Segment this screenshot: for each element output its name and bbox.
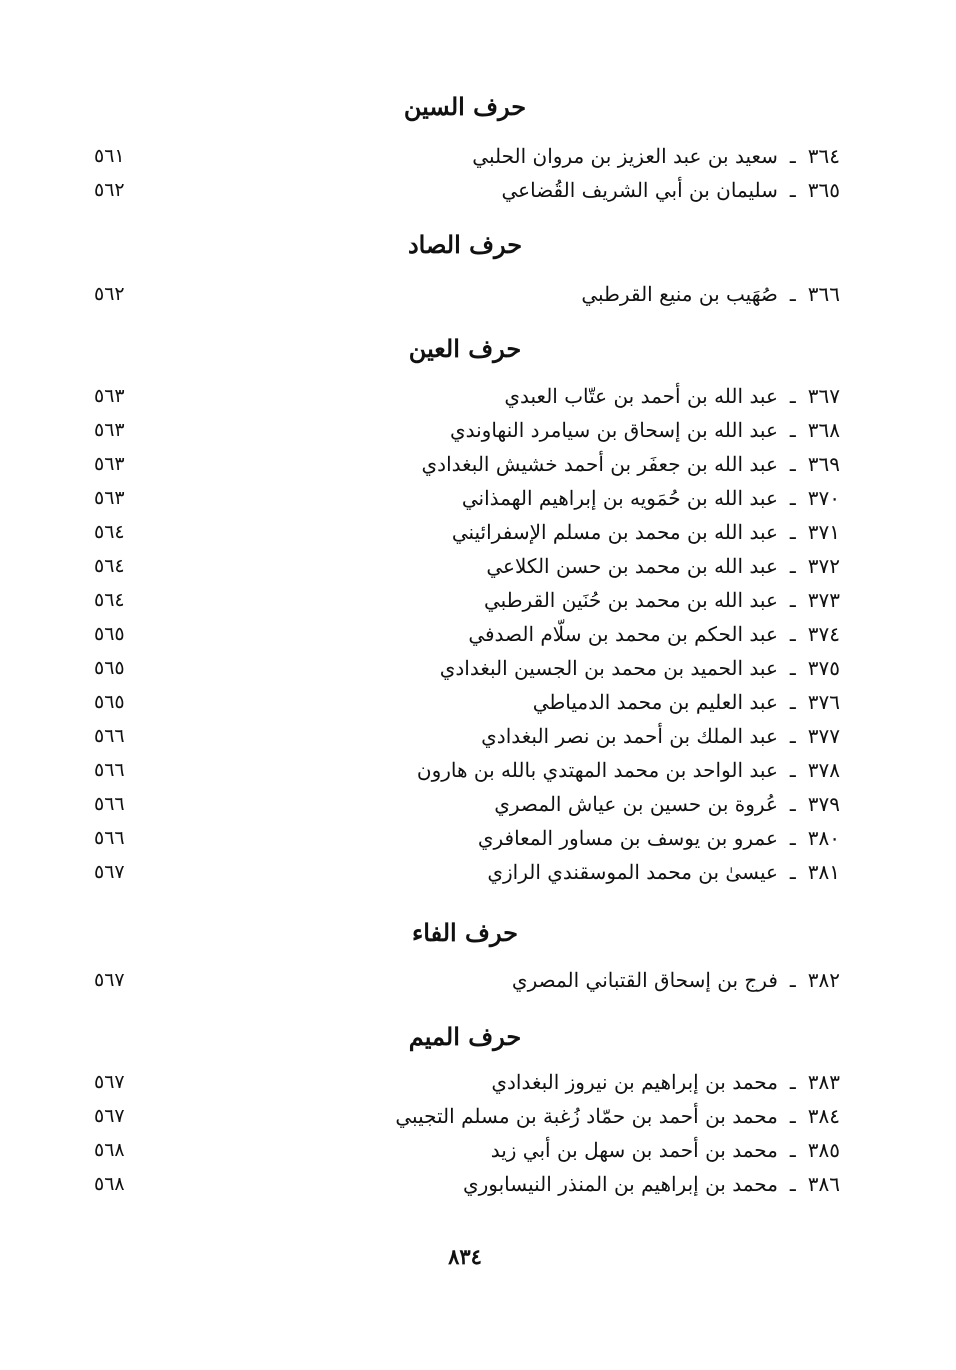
entry-name: عبد الملك بن أحمد بن نصر البغدادي xyxy=(481,724,778,748)
entry-page-number: ٥٦٦ xyxy=(94,793,125,815)
entry-separator: ـ xyxy=(789,690,796,714)
entry-separator: ـ xyxy=(789,588,796,612)
entry-page-number: ٥٦٤ xyxy=(94,555,125,577)
section-heading: حرف الميم xyxy=(408,1022,522,1051)
entry-number: ٣٦٥ xyxy=(807,178,840,202)
entry-number: ٣٧١ xyxy=(807,520,840,544)
entry-name: عمرو بن يوسف بن مساور المعافري xyxy=(477,826,778,850)
entry-number: ٣٦٤ xyxy=(807,144,840,168)
entry-separator: ـ xyxy=(789,1104,796,1128)
entry-name: عبد الله بن إسحاق بن سيامرد النهاوندي xyxy=(449,418,778,442)
entry-page-number: ٥٦٨ xyxy=(94,1139,125,1161)
entry-name: محمد بن إبراهيم بن المنذر النيسابوري xyxy=(462,1172,778,1196)
entry-separator: ـ xyxy=(789,1138,796,1162)
entry-number: ٣٧٧ xyxy=(807,724,840,748)
index-entry xyxy=(80,1066,840,1098)
entry-page-number: ٥٦٦ xyxy=(94,725,125,747)
index-entry xyxy=(80,754,840,786)
index-entry xyxy=(80,278,840,310)
entry-page-number: ٥٦٣ xyxy=(94,453,125,475)
entry-separator: ـ xyxy=(789,452,796,476)
index-entry xyxy=(80,822,840,854)
index-entry xyxy=(80,720,840,752)
entry-number: ٣٦٦ xyxy=(807,282,840,306)
entry-separator: ـ xyxy=(789,968,796,992)
index-entry xyxy=(80,618,840,650)
entry-separator: ـ xyxy=(789,178,796,202)
entry-name: عبد الله بن أحمد بن عتّاب العبدي xyxy=(504,384,778,408)
entry-name: محمد بن أحمد بن حمّاد زُغبة بن مسلم التجيبي xyxy=(395,1104,778,1128)
index-entry xyxy=(80,140,840,172)
entry-page-number: ٥٦٢ xyxy=(94,179,125,201)
entry-name: محمد بن أحمد بن سهل بن أبي زيد xyxy=(490,1138,778,1162)
entry-number: ٣٧٠ xyxy=(807,486,840,510)
entry-separator: ـ xyxy=(789,418,796,442)
entry-number: ٣٨٦ xyxy=(807,1172,840,1196)
entry-page-number: ٥٦٧ xyxy=(94,861,125,883)
index-entry xyxy=(80,686,840,718)
entry-page-number: ٥٦٣ xyxy=(94,487,125,509)
entry-number: ٣٧٦ xyxy=(807,690,840,714)
entry-name: صُهَيب بن منيع القرطبي xyxy=(581,282,778,306)
entry-page-number: ٥٦٥ xyxy=(94,623,125,645)
index-entry xyxy=(80,550,840,582)
index-entry xyxy=(80,1100,840,1132)
entry-separator: ـ xyxy=(789,724,796,748)
entry-page-number: ٥٦٧ xyxy=(94,969,125,991)
entry-number: ٣٧٤ xyxy=(807,622,840,646)
index-entry xyxy=(80,964,840,996)
entry-name: عبد الله بن محمد بن حسن الكلاعي xyxy=(486,554,778,578)
entry-page-number: ٥٦١ xyxy=(94,145,125,167)
entry-number: ٣٦٨ xyxy=(807,418,840,442)
entry-number: ٣٦٩ xyxy=(807,452,840,476)
entry-name: عبد الحكم بن محمد بن سلّام الصدفي xyxy=(468,622,778,646)
entry-name: فرج بن إسحاق القتباني المصري xyxy=(511,968,778,992)
entry-name: عبد الله بن حُمَويه بن إبراهيم الهمذاني xyxy=(461,486,778,510)
entry-page-number: ٥٦٦ xyxy=(94,827,125,849)
entry-separator: ـ xyxy=(789,144,796,168)
entry-name: سعيد بن عبد العزيز بن مروان الحلبي xyxy=(472,144,778,168)
entry-separator: ـ xyxy=(789,1070,796,1094)
entry-separator: ـ xyxy=(789,520,796,544)
index-entry xyxy=(80,174,840,206)
entry-separator: ـ xyxy=(789,826,796,850)
index-entry xyxy=(80,652,840,684)
entry-page-number: ٥٦٧ xyxy=(94,1071,125,1093)
entry-name: عبد الله بن جعفَر بن أحمد خشيش البغدادي xyxy=(421,452,778,476)
entry-page-number: ٥٦٧ xyxy=(94,1105,125,1127)
index-entry xyxy=(80,414,840,446)
section-heading: حرف السين xyxy=(403,92,527,121)
index-entry xyxy=(80,856,840,888)
entry-number: ٣٧٩ xyxy=(807,792,840,816)
entry-separator: ـ xyxy=(789,656,796,680)
entry-number: ٣٨٠ xyxy=(807,826,840,850)
index-entry xyxy=(80,516,840,548)
entry-page-number: ٥٦٤ xyxy=(94,589,125,611)
entry-number: ٣٧٣ xyxy=(807,588,840,612)
section-heading: حرف الفاء xyxy=(411,918,519,947)
entry-name: عبد الله بن محمد بن حُنَين القرطبي xyxy=(483,588,778,612)
entry-number: ٣٦٧ xyxy=(807,384,840,408)
entry-number: ٣٨٥ xyxy=(807,1138,840,1162)
entry-number: ٣٨١ xyxy=(807,860,840,884)
index-entry xyxy=(80,380,840,412)
entry-number: ٣٧٨ xyxy=(807,758,840,782)
entry-number: ٣٨٤ xyxy=(807,1104,840,1128)
entry-name: عبد الحميد بن محمد بن الجسين البغدادي xyxy=(439,656,778,680)
section-heading: حرف الصاد xyxy=(407,230,523,259)
entry-separator: ـ xyxy=(789,792,796,816)
entry-separator: ـ xyxy=(789,554,796,578)
entry-name: عبد العليم بن محمد الدمياطي xyxy=(532,690,778,714)
index-entry xyxy=(80,788,840,820)
page-number: ٨٣٤ xyxy=(448,1244,482,1269)
entry-name: سليمان بن أبي الشريف القُضاعي xyxy=(501,178,778,202)
index-entry xyxy=(80,1168,840,1200)
entry-name: عبد الله بن محمد بن مسلم الإسفرائيني xyxy=(451,520,778,544)
entry-page-number: ٥٦٥ xyxy=(94,657,125,679)
entry-separator: ـ xyxy=(789,758,796,782)
entry-page-number: ٥٦٣ xyxy=(94,385,125,407)
index-entry xyxy=(80,482,840,514)
entry-number: ٣٧٥ xyxy=(807,656,840,680)
entry-number: ٣٨٣ xyxy=(807,1070,840,1094)
entry-page-number: ٥٦٢ xyxy=(94,283,125,305)
entry-name: عُروة بن حسين بن عياش المصري xyxy=(494,792,778,816)
entry-page-number: ٥٦٨ xyxy=(94,1173,125,1195)
index-entry xyxy=(80,448,840,480)
index-entry xyxy=(80,584,840,616)
entry-page-number: ٥٦٥ xyxy=(94,691,125,713)
index-entry xyxy=(80,1134,840,1166)
entry-page-number: ٥٦٣ xyxy=(94,419,125,441)
entry-separator: ـ xyxy=(789,860,796,884)
entry-name: عبد الواحد بن محمد المهتدي بالله بن هارون xyxy=(416,758,778,782)
entry-separator: ـ xyxy=(789,384,796,408)
entry-page-number: ٥٦٤ xyxy=(94,521,125,543)
entry-page-number: ٥٦٦ xyxy=(94,759,125,781)
entry-number: ٣٧٢ xyxy=(807,554,840,578)
entry-number: ٣٨٢ xyxy=(807,968,840,992)
entry-separator: ـ xyxy=(789,282,796,306)
entry-separator: ـ xyxy=(789,622,796,646)
section-heading: حرف العين xyxy=(408,334,522,363)
entry-separator: ـ xyxy=(789,486,796,510)
entry-name: محمد بن إبراهيم بن نيروز البغدادي xyxy=(491,1070,778,1094)
entry-separator: ـ xyxy=(789,1172,796,1196)
entry-name: عيسىٰ بن محمد الموسقندي الرازي xyxy=(487,860,778,884)
